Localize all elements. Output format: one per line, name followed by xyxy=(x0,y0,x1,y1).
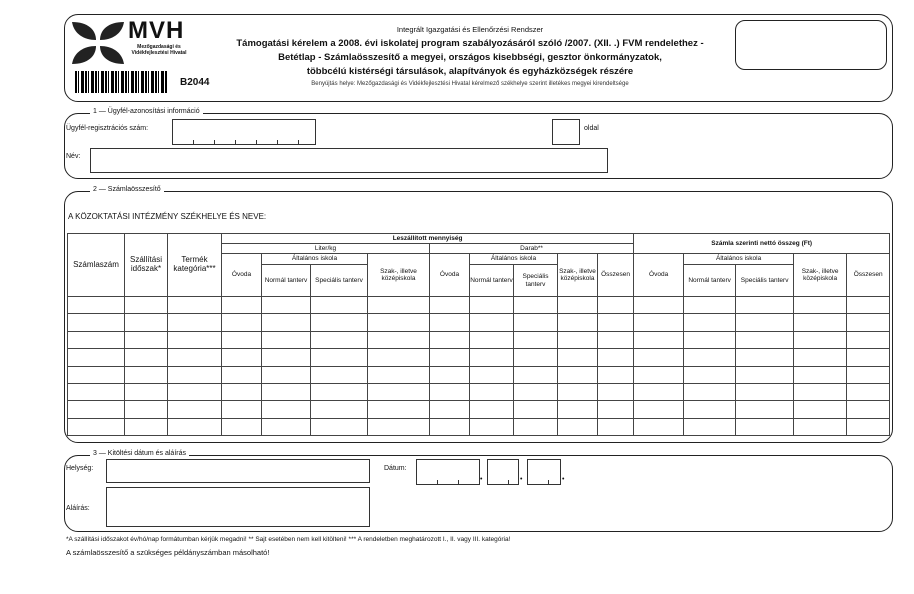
col-n-ovoda: Óvoda xyxy=(634,254,684,297)
table-cell[interactable] xyxy=(262,383,311,400)
place-input[interactable] xyxy=(106,459,370,483)
table-cell[interactable] xyxy=(598,331,634,348)
table-cell[interactable] xyxy=(262,314,311,331)
table-cell[interactable] xyxy=(634,349,684,366)
col-n-szak: Szak-, illetve középiskola xyxy=(794,254,847,297)
col-net-amount: Számla szerinti nettó összeg (Ft) xyxy=(634,234,890,254)
table-cell[interactable] xyxy=(470,418,514,435)
table-cell[interactable] xyxy=(125,349,168,366)
table-row xyxy=(68,383,890,400)
col-d-ovoda: Óvoda xyxy=(430,254,470,297)
table-row xyxy=(68,418,890,435)
table-cell[interactable] xyxy=(684,383,736,400)
table-cell[interactable] xyxy=(847,297,890,314)
table-cell[interactable] xyxy=(311,383,368,400)
table-cell[interactable] xyxy=(558,314,598,331)
table-cell[interactable] xyxy=(634,383,684,400)
table-row xyxy=(68,314,890,331)
date-day-input[interactable] xyxy=(527,459,561,485)
table-cell[interactable] xyxy=(368,383,430,400)
section1-title: 1 — Ügyfél-azonosítási információ xyxy=(90,108,203,115)
table-cell[interactable] xyxy=(368,331,430,348)
table-cell[interactable] xyxy=(470,401,514,418)
table-cell[interactable] xyxy=(684,331,736,348)
table-cell[interactable] xyxy=(222,331,262,348)
table-cell[interactable] xyxy=(736,366,794,383)
table-row xyxy=(68,366,890,383)
table-cell[interactable] xyxy=(222,314,262,331)
table-cell[interactable] xyxy=(168,349,222,366)
table-cell[interactable] xyxy=(634,297,684,314)
table-cell[interactable] xyxy=(430,383,470,400)
table-cell[interactable] xyxy=(634,401,684,418)
submission-place: Benyújtás helye: Mezőgazdasági és Vidékfejlesztési Hivatal kérelmező székhelye szerint illetékes megyei kirendeltsége xyxy=(311,81,629,87)
col-n-altalanos: Általános iskola xyxy=(684,254,794,265)
table-cell[interactable] xyxy=(634,314,684,331)
table-cell[interactable] xyxy=(125,314,168,331)
table-cell[interactable] xyxy=(311,331,368,348)
col-l-normal: Normál tanterv xyxy=(262,265,311,297)
col-product-category: Termék kategória*** xyxy=(168,234,222,297)
col-liter: Liter/kg xyxy=(222,244,430,254)
table-cell[interactable] xyxy=(430,349,470,366)
mvh-logo-icon xyxy=(70,20,126,66)
table-cell[interactable] xyxy=(430,314,470,331)
table-cell[interactable] xyxy=(125,366,168,383)
table-cell[interactable] xyxy=(430,331,470,348)
table-cell[interactable] xyxy=(847,349,890,366)
page-number-input[interactable] xyxy=(552,119,580,145)
table-cell[interactable] xyxy=(794,297,847,314)
table-cell[interactable] xyxy=(598,349,634,366)
table-cell[interactable] xyxy=(68,401,125,418)
table-cell[interactable] xyxy=(514,383,558,400)
table-cell[interactable] xyxy=(470,383,514,400)
table-cell[interactable] xyxy=(125,383,168,400)
col-d-altalanos: Általános iskola xyxy=(470,254,558,265)
table-row xyxy=(68,297,890,314)
table-cell[interactable] xyxy=(125,297,168,314)
table-cell[interactable] xyxy=(68,366,125,383)
table-cell[interactable] xyxy=(794,314,847,331)
table-cell[interactable] xyxy=(222,401,262,418)
table-cell[interactable] xyxy=(736,331,794,348)
table-cell[interactable] xyxy=(222,383,262,400)
section3-title: 3 — Kitöltési dátum és aláírás xyxy=(90,450,189,457)
table-cell[interactable] xyxy=(368,401,430,418)
table-cell[interactable] xyxy=(262,401,311,418)
date-label: Dátum: xyxy=(384,465,407,472)
table-cell[interactable] xyxy=(598,297,634,314)
copy-note: A számlaösszesítő a szükséges példányszámban másolható! xyxy=(66,548,270,557)
table-cell[interactable] xyxy=(125,401,168,418)
table-cell[interactable] xyxy=(470,366,514,383)
table-cell[interactable] xyxy=(558,297,598,314)
col-n-specialis: Speciális tanterv xyxy=(736,265,794,297)
section2-title: 2 — Számlaösszesítő xyxy=(90,186,164,193)
logo-text: MVH xyxy=(128,17,185,44)
table-row xyxy=(68,401,890,418)
table-cell[interactable] xyxy=(598,314,634,331)
table-cell[interactable] xyxy=(684,297,736,314)
table-cell[interactable] xyxy=(684,366,736,383)
table-cell[interactable] xyxy=(634,331,684,348)
table-cell[interactable] xyxy=(684,349,736,366)
name-label: Név: xyxy=(66,153,81,160)
table-cell[interactable] xyxy=(222,418,262,435)
footnote: *A szállítási időszakot év/hó/nap formátumban kérjük megadni! ** Sajt esetében nem kell kitölteni! *** A rendeletben meghatározott I., II. vagy III. kategória! xyxy=(66,536,511,543)
table-cell[interactable] xyxy=(634,418,684,435)
barcode xyxy=(75,71,167,93)
table-row xyxy=(68,349,890,366)
table-cell[interactable] xyxy=(430,418,470,435)
table-cell[interactable] xyxy=(847,331,890,348)
col-l-altalanos: Általános iskola xyxy=(262,254,368,265)
table-cell[interactable] xyxy=(514,331,558,348)
form-title-line1: Támogatási kérelem a 2008. évi iskolatej program szabályozásáról szóló /2007. (XII. .) FVM rendelethez - xyxy=(236,38,704,49)
table-cell[interactable] xyxy=(558,349,598,366)
table-cell[interactable] xyxy=(262,418,311,435)
date-year-input[interactable] xyxy=(416,459,480,485)
table-cell[interactable] xyxy=(68,297,125,314)
table-cell[interactable] xyxy=(430,297,470,314)
table-cell[interactable] xyxy=(262,297,311,314)
table-cell[interactable] xyxy=(222,297,262,314)
table-cell[interactable] xyxy=(470,297,514,314)
page-label: oldal xyxy=(584,125,599,132)
col-d-osszesen: Összesen xyxy=(598,254,634,297)
table-cell[interactable] xyxy=(430,366,470,383)
table-cell[interactable] xyxy=(68,314,125,331)
table-cell[interactable] xyxy=(558,383,598,400)
table-cell[interactable] xyxy=(430,401,470,418)
col-n-osszesen: Összesen xyxy=(847,254,890,297)
table-cell[interactable] xyxy=(470,349,514,366)
table-cell[interactable] xyxy=(598,383,634,400)
table-cell[interactable] xyxy=(794,366,847,383)
table-cell[interactable] xyxy=(311,418,368,435)
table-cell[interactable] xyxy=(684,418,736,435)
table-cell[interactable] xyxy=(847,366,890,383)
form-id: B2044 xyxy=(180,77,210,88)
name-input[interactable] xyxy=(90,148,608,173)
institution-label: A KÖZOKTATÁSI INTÉZMÉNY SZÉKHELYE ÉS NEVE: xyxy=(68,212,267,221)
table-cell[interactable] xyxy=(558,401,598,418)
table-cell[interactable] xyxy=(262,366,311,383)
table-cell[interactable] xyxy=(598,418,634,435)
table-row xyxy=(68,331,890,348)
col-darab: Darab** xyxy=(430,244,634,254)
invoice-table xyxy=(67,233,890,436)
col-l-specialis: Speciális tanterv xyxy=(311,265,368,297)
signature-field[interactable] xyxy=(106,487,370,527)
table-cell[interactable] xyxy=(168,366,222,383)
col-l-szak: Szak-, illetve középiskola xyxy=(368,254,430,297)
table-cell[interactable] xyxy=(470,331,514,348)
table-cell[interactable] xyxy=(168,383,222,400)
table-cell[interactable] xyxy=(68,349,125,366)
table-cell[interactable] xyxy=(736,418,794,435)
table-body xyxy=(68,297,890,436)
table-cell[interactable] xyxy=(794,383,847,400)
table-cell[interactable] xyxy=(598,401,634,418)
table-cell[interactable] xyxy=(514,418,558,435)
table-cell[interactable] xyxy=(794,331,847,348)
table-cell[interactable] xyxy=(684,401,736,418)
col-d-szak: Szak-, illetve középiskola xyxy=(558,254,598,297)
table-cell[interactable] xyxy=(68,418,125,435)
table-cell[interactable] xyxy=(368,297,430,314)
date-month-input[interactable] xyxy=(487,459,519,485)
table-cell[interactable] xyxy=(311,401,368,418)
table-cell[interactable] xyxy=(68,383,125,400)
table-cell[interactable] xyxy=(125,418,168,435)
table-cell[interactable] xyxy=(262,349,311,366)
table-cell[interactable] xyxy=(311,366,368,383)
table-cell[interactable] xyxy=(368,349,430,366)
table-cell[interactable] xyxy=(168,418,222,435)
table-cell[interactable] xyxy=(168,297,222,314)
table-cell[interactable] xyxy=(68,331,125,348)
table-cell[interactable] xyxy=(794,418,847,435)
table-cell[interactable] xyxy=(847,401,890,418)
table-cell[interactable] xyxy=(368,366,430,383)
table-cell[interactable] xyxy=(558,418,598,435)
table-cell[interactable] xyxy=(598,366,634,383)
signature-label: Aláírás: xyxy=(66,505,90,512)
table-cell[interactable] xyxy=(514,297,558,314)
table-cell[interactable] xyxy=(794,349,847,366)
col-delivered-quantity: Leszállított mennyiség xyxy=(222,234,634,244)
reg-number-label: Ügyfél-regisztrációs szám: xyxy=(66,125,149,132)
table-cell[interactable] xyxy=(168,331,222,348)
table-cell[interactable] xyxy=(684,314,736,331)
col-l-ovoda: Óvoda xyxy=(222,254,262,297)
table-cell[interactable] xyxy=(125,331,168,348)
table-cell[interactable] xyxy=(168,401,222,418)
table-cell[interactable] xyxy=(736,383,794,400)
logo-subtitle: Mezőgazdasági és Vidékfejlesztési Hivatal xyxy=(131,44,187,56)
table-cell[interactable] xyxy=(514,366,558,383)
table-cell[interactable] xyxy=(262,331,311,348)
col-invoice-number: Számlaszám xyxy=(68,234,125,297)
form-title-line2: Betétlap - Számlaösszesítő a megyei, országos kisebbségi, gesztor önkormányzatok, xyxy=(278,52,662,63)
table-cell[interactable] xyxy=(634,366,684,383)
office-stamp-field[interactable] xyxy=(735,20,887,70)
table-cell[interactable] xyxy=(847,314,890,331)
table-cell[interactable] xyxy=(222,349,262,366)
table-cell[interactable] xyxy=(736,314,794,331)
table-cell[interactable] xyxy=(736,401,794,418)
table-cell[interactable] xyxy=(311,297,368,314)
agency-name: Integrált Igazgatási és Ellenőrzési Rendszer xyxy=(396,25,544,34)
col-delivery-period: Szállítási időszak* xyxy=(125,234,168,297)
table-cell[interactable] xyxy=(514,349,558,366)
table-cell[interactable] xyxy=(736,349,794,366)
table-cell[interactable] xyxy=(558,331,598,348)
table-cell[interactable] xyxy=(514,314,558,331)
table-cell[interactable] xyxy=(368,418,430,435)
table-cell[interactable] xyxy=(794,401,847,418)
col-d-specialis: Speciális tanterv xyxy=(514,265,558,297)
table-cell[interactable] xyxy=(311,349,368,366)
table-cell[interactable] xyxy=(847,418,890,435)
table-cell[interactable] xyxy=(368,314,430,331)
table-cell[interactable] xyxy=(514,401,558,418)
table-cell[interactable] xyxy=(736,297,794,314)
table-cell[interactable] xyxy=(470,314,514,331)
table-cell[interactable] xyxy=(558,366,598,383)
table-cell[interactable] xyxy=(847,383,890,400)
table-cell[interactable] xyxy=(168,314,222,331)
col-n-normal: Normál tanterv xyxy=(684,265,736,297)
place-label: Helység: xyxy=(66,465,94,472)
col-d-normal: Normál tanterv xyxy=(470,265,514,297)
reg-number-input[interactable] xyxy=(172,119,316,145)
form-title-line3: többcélú kistérségi társulások, alapítványok és egyházközségek részére xyxy=(306,66,634,77)
table-cell[interactable] xyxy=(222,366,262,383)
table-cell[interactable] xyxy=(311,314,368,331)
